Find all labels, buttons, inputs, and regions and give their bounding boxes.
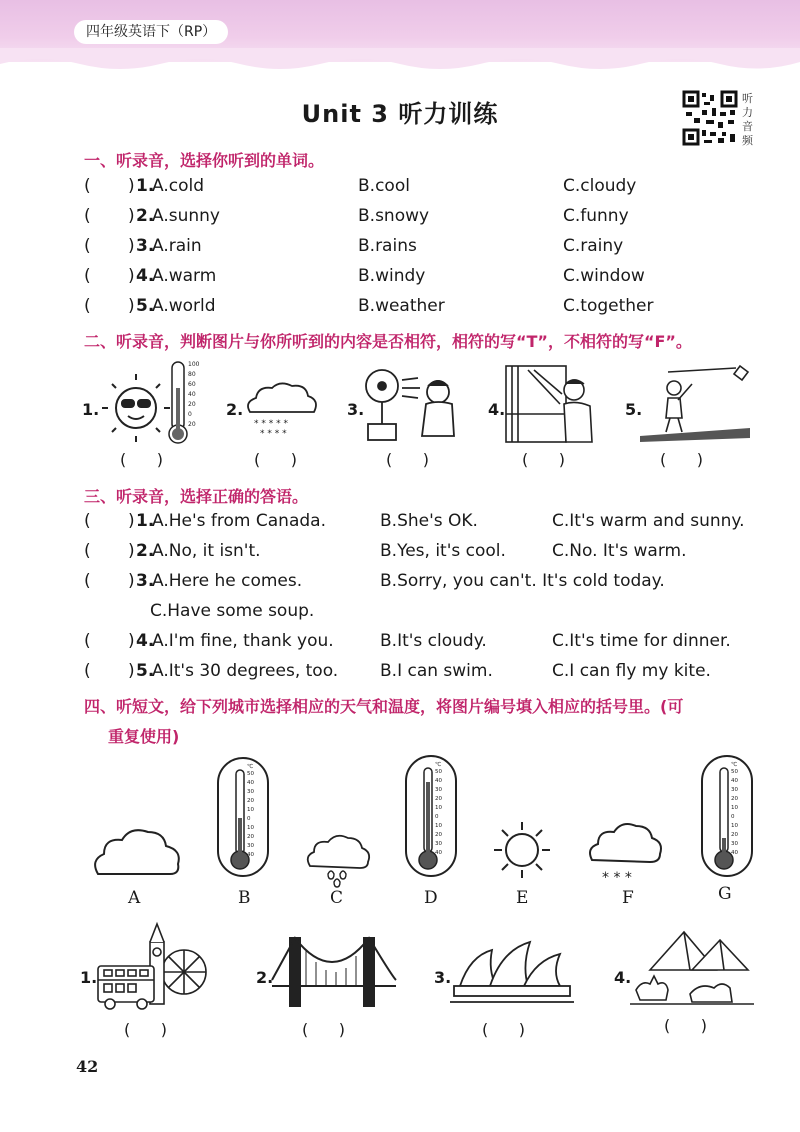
scale-label: 100 — [188, 361, 200, 368]
option-c: C.funny — [563, 206, 629, 226]
option-letter: B — [238, 888, 251, 908]
option-c: C.No. It's warm. — [552, 541, 687, 561]
scale-label: 10 — [247, 825, 254, 831]
scale-label: 20 — [188, 401, 196, 408]
question-number: 2. — [136, 206, 155, 226]
picture-number: 4. — [488, 400, 506, 419]
city-number: 3. — [434, 968, 452, 987]
scale-label: 80 — [188, 371, 196, 378]
picture-number: 3. — [347, 400, 365, 419]
option-a: A.It's 30 degrees, too. — [152, 661, 339, 681]
scale-label: 40 — [188, 391, 196, 398]
option-a: A.warm — [152, 266, 217, 286]
option-c: C.I can fly my kite. — [552, 661, 711, 681]
option-b: B.She's OK. — [380, 511, 478, 531]
scale-label: 40 — [731, 778, 738, 784]
answer-paren-open: ( — [84, 661, 91, 681]
scale-label: 30 — [247, 843, 254, 849]
sun-icon — [492, 820, 552, 880]
option-c: C.window — [563, 266, 645, 286]
question-number: 4. — [136, 266, 155, 286]
scale-label: ℃ — [435, 762, 442, 768]
option-c: C.rainy — [563, 236, 624, 256]
snow-cloud-icon — [244, 380, 324, 440]
scale-label: 20 — [247, 798, 254, 804]
london-landmark-picture — [96, 920, 208, 1012]
question-number: 2. — [136, 541, 155, 561]
scale-label: ℃ — [731, 762, 738, 768]
fan-boy-picture — [362, 366, 462, 444]
scale-label: 40 — [731, 850, 738, 856]
scale-label: 0 — [731, 814, 735, 820]
option-letter: F — [622, 888, 634, 908]
scale-label: 0 — [435, 814, 439, 820]
scale-label: 0 — [247, 816, 251, 822]
scale-label: 30 — [731, 787, 738, 793]
answer-paren-close: ) — [128, 541, 135, 561]
sun-icon — [102, 374, 170, 442]
option-letter: E — [516, 888, 529, 908]
option-a: A.rain — [152, 236, 202, 256]
answer-paren-open: ( — [84, 266, 91, 286]
picture-number: 5. — [625, 400, 643, 419]
question-number: 5. — [136, 661, 155, 681]
scale-label: 10 — [435, 805, 442, 811]
answer-paren-open: ( — [84, 206, 91, 226]
answer-blank[interactable]: ( ) — [120, 450, 163, 469]
answer-paren-close: ) — [128, 661, 135, 681]
option-b: B.weather — [358, 296, 445, 316]
picture-number: 2. — [226, 400, 244, 419]
option-b: B.Yes, it's cool. — [380, 541, 506, 561]
option-b: B.snowy — [358, 206, 430, 226]
page-number: 42 — [76, 1057, 99, 1076]
scale-label: 40 — [435, 850, 442, 856]
answer-paren-close: ) — [128, 511, 135, 531]
answer-blank[interactable]: ( ) — [254, 450, 297, 469]
option-c: C.It's warm and sunny. — [552, 511, 745, 531]
option-a: A.sunny — [152, 206, 220, 226]
answer-paren-open: ( — [84, 176, 91, 196]
thermometer-icon — [404, 754, 460, 878]
option-letter: D — [424, 888, 438, 908]
option-c: C.Have some soup. — [150, 601, 315, 621]
opera-house-picture — [450, 936, 574, 1006]
city-number: 2. — [256, 968, 274, 987]
scale-label: 20 — [435, 832, 442, 838]
option-b: B.windy — [358, 266, 426, 286]
scale-label: 30 — [731, 841, 738, 847]
scale-label: 50 — [247, 771, 254, 777]
option-b: B.rains — [358, 236, 417, 256]
scale-label: 10 — [435, 823, 442, 829]
option-letter: C — [330, 888, 344, 908]
picture-number: 1. — [82, 400, 100, 419]
section2-title: 二、听录音，判断图片与你所听到的内容是否相符，相符的写“T”，不相符的写“F”。 — [84, 332, 692, 351]
answer-paren-open: ( — [84, 236, 91, 256]
answer-blank[interactable]: ( ) — [302, 1020, 345, 1039]
option-a: A.Here he comes. — [152, 571, 303, 591]
header-wave — [0, 48, 800, 78]
answer-paren-close: ) — [128, 631, 135, 651]
question-number: 1. — [136, 511, 155, 531]
answer-paren-close: ) — [128, 571, 135, 591]
section1-title: 一、听录音，选择你听到的单词。 — [84, 151, 325, 170]
answer-blank[interactable]: ( ) — [660, 450, 703, 469]
qr-code-icon[interactable] — [682, 90, 738, 146]
answer-blank[interactable]: ( ) — [482, 1020, 525, 1039]
rain-cloud-icon — [306, 834, 370, 884]
thermometer-icon — [700, 754, 756, 878]
thermometer-icon — [169, 362, 187, 443]
scale-label: 10 — [731, 823, 738, 829]
question-number: 5. — [136, 296, 155, 316]
svg-text:* * *: * * * — [602, 870, 632, 886]
scale-label: 50 — [435, 769, 442, 775]
window-boy-picture — [504, 364, 600, 444]
answer-blank[interactable]: ( ) — [522, 450, 565, 469]
option-b: B.It's cloudy. — [380, 631, 487, 651]
scale-label: 60 — [188, 381, 196, 388]
option-letter: G — [718, 884, 732, 904]
scale-label: 50 — [731, 769, 738, 775]
option-a: A.world — [152, 296, 216, 316]
option-a: A.cold — [152, 176, 204, 196]
scale-label: 30 — [247, 789, 254, 795]
scale-label: 40 — [435, 778, 442, 784]
answer-paren-close: ) — [128, 296, 135, 316]
scale-label: 20 — [731, 832, 738, 838]
page-title: Unit 3 听力训练 — [301, 100, 499, 128]
scale-label: 30 — [435, 787, 442, 793]
question-number: 3. — [136, 571, 155, 591]
city-number: 1. — [80, 968, 98, 987]
scale-label: 20 — [435, 796, 442, 802]
question-number: 4. — [136, 631, 155, 651]
option-c: C.together — [563, 296, 654, 316]
option-c: C.It's time for dinner. — [552, 631, 731, 651]
snow-cloud-icon — [588, 822, 664, 886]
option-b: B.Sorry, you can't. It's cold today. — [380, 571, 665, 591]
answer-paren-close: ) — [128, 266, 135, 286]
cloud-icon — [92, 826, 182, 880]
option-a: A.I'm fine, thank you. — [152, 631, 334, 651]
option-b: B.I can swim. — [380, 661, 493, 681]
scale-label: 40 — [247, 852, 254, 858]
scale-label: 10 — [247, 807, 254, 813]
option-b: B.cool — [358, 176, 410, 196]
answer-blank[interactable]: ( ) — [124, 1020, 167, 1039]
answer-paren-close: ) — [128, 176, 135, 196]
scale-label: 20 — [731, 796, 738, 802]
answer-paren-open: ( — [84, 511, 91, 531]
thermometer-icon — [216, 756, 272, 878]
answer-paren-close: ) — [128, 206, 135, 226]
section4-title: 四、听短文，给下列城市选择相应的天气和温度，将图片编号填入相应的括号里。(可 — [84, 697, 684, 716]
option-a: A.No, it isn't. — [152, 541, 261, 561]
scale-label: 30 — [435, 841, 442, 847]
answer-paren-close: ) — [128, 236, 135, 256]
section3-title: 三、听录音，选择正确的答语。 — [84, 487, 309, 506]
question-number: 1. — [136, 176, 155, 196]
section4-title-cont: 重复使用) — [108, 727, 180, 746]
answer-paren-open: ( — [84, 296, 91, 316]
answer-blank[interactable]: ( ) — [664, 1016, 707, 1035]
scale-label: 20 — [247, 834, 254, 840]
option-a: A.He's from Canada. — [152, 511, 326, 531]
option-c: C.cloudy — [563, 176, 637, 196]
bridge-picture — [272, 930, 396, 1010]
scale-label: 40 — [247, 780, 254, 786]
answer-blank[interactable]: ( ) — [386, 450, 429, 469]
scale-label: ℃ — [247, 764, 254, 770]
svg-text:* * * *: * * * * — [260, 429, 287, 439]
scale-label: 0 — [188, 411, 192, 418]
scale-label: 10 — [731, 805, 738, 811]
answer-paren-open: ( — [84, 631, 91, 651]
option-letter: A — [128, 888, 141, 908]
question-number: 3. — [136, 236, 155, 256]
answer-paren-open: ( — [84, 541, 91, 561]
pyramids-picture — [630, 924, 754, 1010]
svg-text:* * * * *: * * * * * — [254, 419, 288, 429]
scale-label: 20 — [188, 421, 196, 428]
answer-paren-open: ( — [84, 571, 91, 591]
city-number: 4. — [614, 968, 632, 987]
sun-thermometer-picture — [98, 360, 208, 446]
book-label: 四年级英语下（RP） — [74, 20, 228, 44]
kite-flying-picture — [640, 366, 760, 446]
qr-label: 听力音频 — [742, 92, 753, 147]
